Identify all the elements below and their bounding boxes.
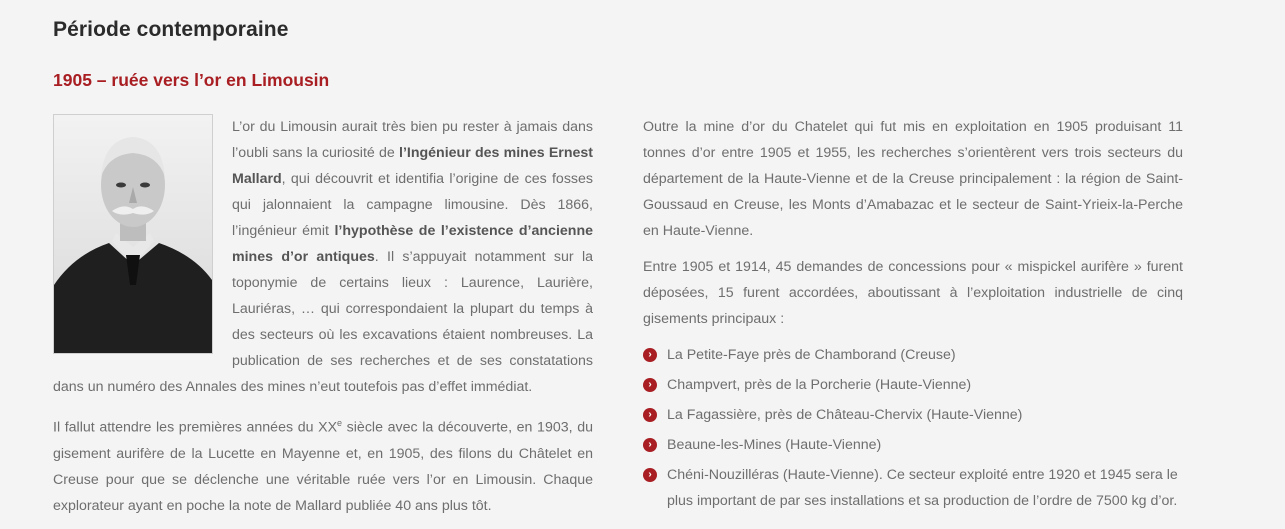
list-item: › Chéni-Nouzilléras (Haute-Vienne). Ce secteur exploité entre 1920 et 1945 sera le plus important de par ses installations et sa production de l’ordre de 7500 kg d’or. <box>643 462 1183 514</box>
chevron-right-icon: › <box>643 348 657 362</box>
right-column <box>643 114 1183 518</box>
section-title: Période contemporaine <box>53 18 289 41</box>
right-paragraph-1: Outre la mine d’or du Chatelet qui fut mis en exploitation en 1905 produisant 11 tonnes d’or entre 1905 et 1955, les recherches s’orientèrent vers trois secteurs du département de la Haute-Vienne et de la Creuse principalement : la région de Saint-Goussaud en Creuse, les Monts d’Amabazac et le secteur de Saint-Yrieix-la-Perche en Haute-Vienne. <box>643 119 1183 239</box>
list-item: › Beaune-les-Mines (Haute-Vienne) <box>643 432 1183 458</box>
list-item: › La Petite-Faye près de Chamborand (Creuse) <box>643 342 1183 368</box>
portrait-image <box>53 114 213 354</box>
mine-list <box>643 342 1183 514</box>
list-item: › La Fagassière, près de Château-Chervix (Haute-Vienne) <box>643 402 1183 428</box>
left-column <box>53 114 593 529</box>
left-paragraph-1: L’or du Limousin aurait très bien pu rester à jamais dans l’oubli sans la curiosité de l’Ingénieur des mines Ernest Mallard, qui découvrit et identifia l’origine de ces fosses qui jalonnaient la campagne limousine. Dès 1866, l’ingénieur émit l’hypothèse de l’existence d’ancienne mines d’or antiques. Il s’appuyait notamment sur la toponymie de certains lieux : Laurence, Laurière, Lauriéras, … qui correspondaient la plupart du temps à des secteurs où les excavations étaient nombreuses. La publication de ses recherches et de ses constatations dans un numéro des Annales des mines n’eut toutefois pas d’effet immédiat. <box>53 119 593 395</box>
chevron-right-icon: › <box>643 408 657 422</box>
right-paragraph-2: Entre 1905 et 1914, 45 demandes de concessions pour « mispickel aurifère » furent déposées, 15 furent accordées, aboutissant à l’exploitation industrielle de cinq gisements principaux : <box>643 259 1183 327</box>
left-paragraph-2: Il fallut attendre les premières années du XXe siècle avec la découverte, en 1903, du gisement aurifère de la Lucette en Mayenne et, en 1905, des filons du Châtelet en Creuse pour que se déclenche une véritable ruée vers l’or en Limousin. Chaque explorateur ayant en poche la note de Mallard publiée 40 ans plus tôt. <box>53 418 593 514</box>
chevron-right-icon: › <box>643 438 657 452</box>
list-item: › Champvert, près de la Porcherie (Haute-Vienne) <box>643 372 1183 398</box>
chevron-right-icon: › <box>643 468 657 482</box>
subtitle: 1905 – ruée vers l’or en Limousin <box>53 70 330 90</box>
chevron-right-icon: › <box>643 378 657 392</box>
